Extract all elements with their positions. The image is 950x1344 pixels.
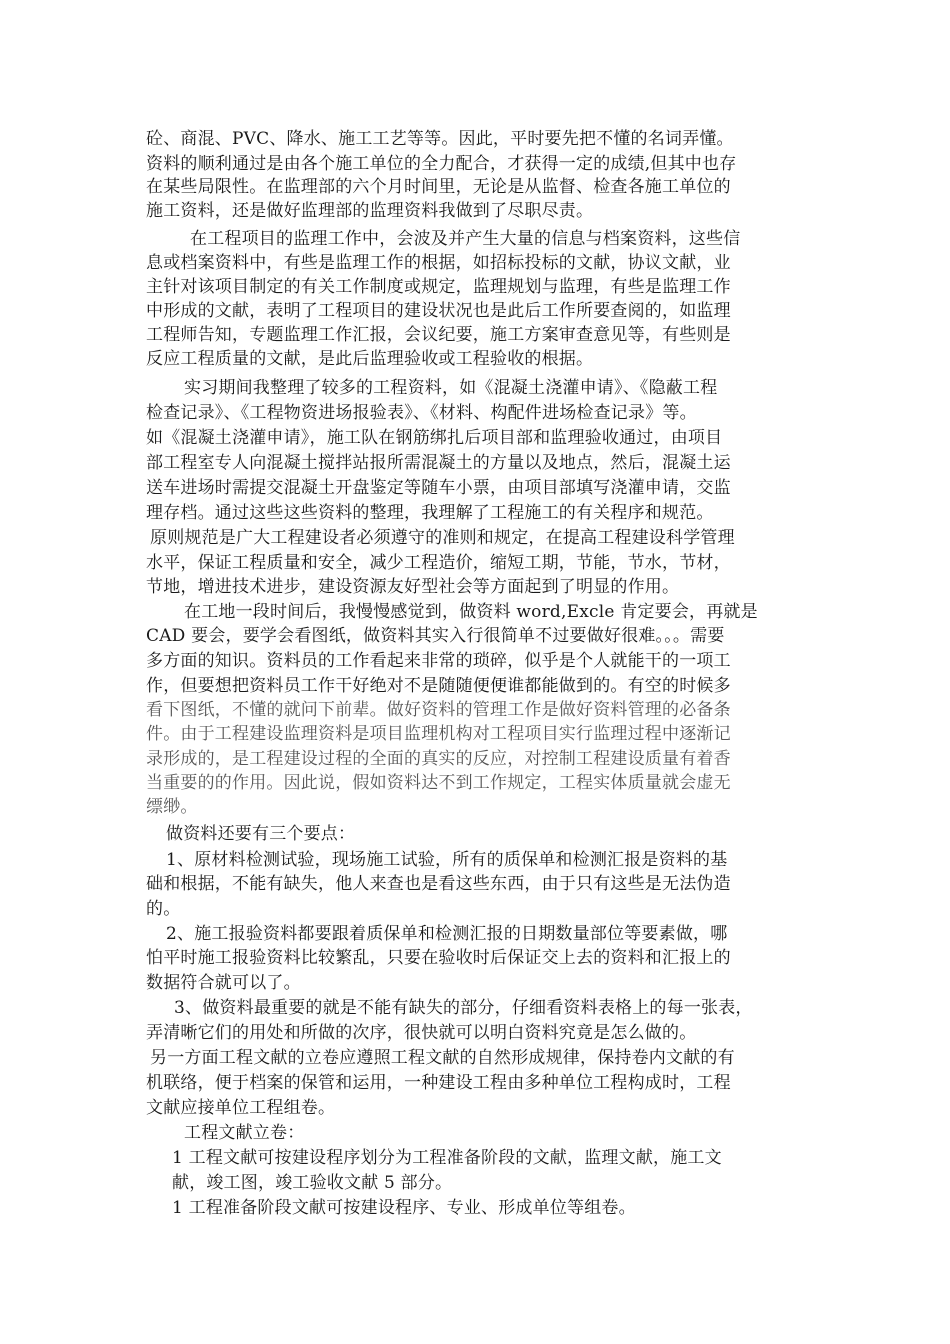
text-line: CAD 要会，要学会看图纸，做资料其实入行很简单不过要做好很难。。。需要 [146, 626, 725, 646]
text-line: 1、原材料检测试验，现场施工试验，所有的质保单和检测汇报是资料的基 [166, 850, 728, 870]
text-line: 资料的顺利通过是由各个施工单位的全力配合，才获得一定的成绩,但其中也存 [146, 154, 737, 174]
text-line: 节地，增进技术进步，建设资源友好型社会等方面起到了明显的作用。 [146, 577, 680, 597]
text-line: 当重要的的作用。因此说，假如资料达不到工作规定，工程实体质量就会虚无 [146, 773, 731, 793]
text-line: 送车进场时需提交混凝土开盘鉴定等随车小票，由项目部填写浇灌申请，交监 [146, 478, 731, 498]
text-line: 理存档。通过这些这些资料的整理，我理解了工程施工的有关程序和规范。 [146, 503, 714, 523]
text-line: 在工地一段时间后，我慢慢感觉到，做资料 word,Excle 肯定要会，再就是 [184, 602, 758, 622]
text-line: 主针对该项目制定的有关工作制度或规定，监理规划与监理，有些是监理工作 [146, 277, 731, 297]
text-line: 3、做资料最重要的就是不能有缺失的部分，仔细看资料表格上的每一张表， [174, 998, 753, 1018]
text-line: 文献应接单位工程组卷。 [146, 1098, 336, 1118]
text-line: 录形成的，是工程建设过程的全面的真实的反应，对控制工程建设质量有着香 [146, 749, 731, 769]
text-line: 反应工程质量的文献，是此后监理验收或工程验收的根据。 [146, 349, 594, 369]
text-line: 工程师告知，专题监理工作汇报，会议纪要，施工方案审查意见等，有些则是 [146, 325, 731, 345]
text-line: 础和根据，不能有缺失，他人来查也是看这些东西，由于只有这些是无法伪造 [146, 874, 731, 894]
text-line: 检查记录》、《工程物资进场报验表》、《材料、构配件进场检查记录》等。 [146, 403, 697, 423]
text-line: 息或档案资料中，有些是监理工作的根据，如招标投标的文献，协议文献，业 [146, 253, 731, 273]
text-line: 数据符合就可以了。 [146, 973, 301, 993]
text-line: 多方面的知识。资料员的工作看起来非常的琐碎，似乎是个人就能干的一项工 [146, 651, 731, 671]
text-line: 部工程室专人向混凝土搅拌站报所需混凝土的方量以及地点，然后，混凝土运 [146, 453, 731, 473]
text-line: 实习期间我整理了较多的工程资料，如《混凝土浇灌申请》、《隐蔽工程 [184, 378, 718, 398]
text-line: 弄清晰它们的用处和所做的次序，很快就可以明白资料究竟是怎么做的。 [146, 1023, 697, 1043]
text-line: 在某些局限性。在监理部的六个月时间里，无论是从监督、检查各施工单位的 [146, 177, 731, 197]
text-line: 在工程项目的监理工作中，会波及并产生大量的信息与档案资料，这些信 [190, 229, 741, 249]
text-line: 另一方面工程文献的立卷应遵照工程文献的自然形成规律，保持卷内文献的有 [150, 1048, 735, 1068]
text-line: 2、施工报验资料都要跟着质保单和检测汇报的日期数量部位等要素做，哪 [166, 924, 728, 944]
text-line: 砼、商混、PVC、降水、施工工艺等等。因此，平时要先把不懂的名词弄懂。 [146, 129, 734, 149]
text-line: 施工资料，还是做好监理部的监理资料我做到了尽职尽责。 [146, 201, 594, 221]
text-line: 献，竣工图，竣工验收文献 5 部分。 [172, 1173, 453, 1193]
text-line: 怕平时施工报验资料比较繁乱，只要在验收时后保证交上去的资料和汇报上的 [146, 948, 731, 968]
text-line: 中形成的文献，表明了工程项目的建设状况也是此后工作所要查阅的，如监理 [146, 301, 731, 321]
text-line: 如《混凝土浇灌申请》，施工队在钢筋绑扎后项目部和监理验收通过，由项目 [146, 428, 723, 448]
text-line: 1 工程文献可按建设程序划分为工程准备阶段的文献，监理文献，施工文 [172, 1148, 722, 1168]
text-line: 原则规范是广大工程建设者必须遵守的准则和规定，在提高工程建设科学管理 [150, 528, 735, 548]
text-line: 做资料还要有三个要点： [166, 824, 356, 844]
text-line: 的。 [146, 899, 181, 919]
text-line: 看下图纸，不懂的就问下前辈。做好资料的管理工作是做好资料管理的必备条 [146, 700, 731, 720]
text-line: 作，但要想把资料员工作干好绝对不是随随便便谁都能做到的。有空的时候多 [146, 676, 731, 696]
text-line: 缥缈。 [146, 797, 198, 817]
text-line: 件。由于工程建设监理资料是项目监理机构对工程项目实行监理过程中逐渐记 [146, 724, 731, 744]
text-line: 机联络，便于档案的保管和运用，一种建设工程由多种单位工程构成时，工程 [146, 1073, 731, 1093]
text-line: 1 工程准备阶段文献可按建设程序、专业、形成单位等组卷。 [172, 1198, 636, 1218]
text-line: 水平，保证工程质量和安全，减少工程造价，缩短工期，节能，节水，节材， [146, 553, 731, 573]
text-line: 工程文献立卷： [184, 1123, 305, 1143]
